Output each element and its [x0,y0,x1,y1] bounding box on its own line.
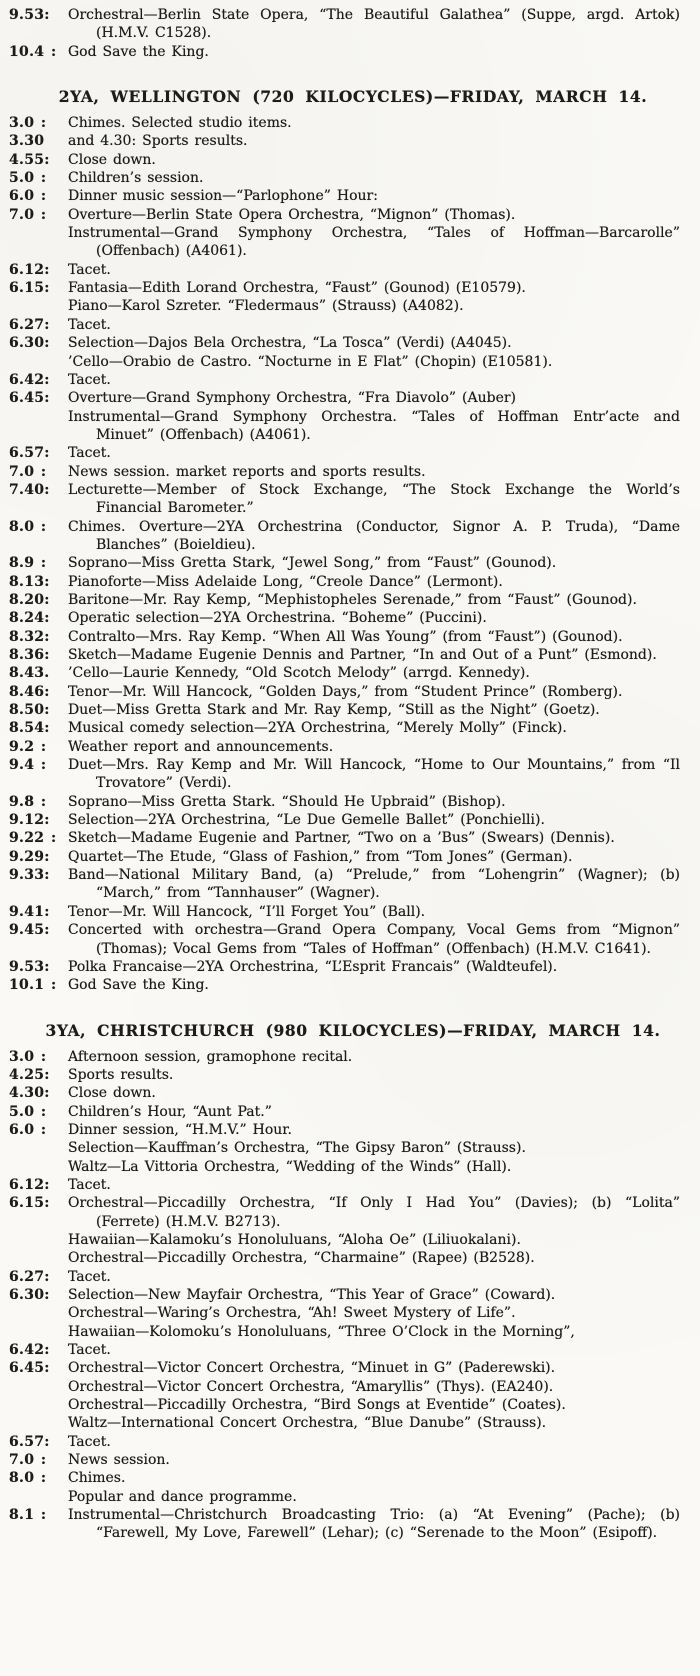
schedule-entry [4,609,680,627]
entry-time: 6.0 : [9,188,47,205]
schedule-entry [4,756,680,793]
entry-text: Tacet. [68,261,111,278]
schedule-entry [4,1158,680,1176]
schedule-entry [4,224,680,261]
entry-text: Orchestral—Piccadilly Orchestra, “Bird Songs at Eventide” (Coates). [68,1397,566,1414]
entry-text: Waltz—International Concert Orchestra, “Blue Danube” (Strauss). [68,1415,547,1432]
entry-time: 6.27: [9,316,50,333]
entry-text: Tenor—Mr. Will Hancock, “I’ll Forget You” (Ball). [68,903,426,920]
schedule-entry [4,389,680,407]
schedule-entry [4,811,680,829]
entry-text: Tacet. [68,371,111,388]
prelude-entries [4,6,680,61]
entry-text: Contralto—Mrs. Ray Kemp. “When All Was Young” (from “Faust”) (Gounod). [68,628,623,645]
schedule-entry [4,1048,680,1066]
entry-time: 6.0 : [9,1121,47,1138]
entry-text: Tenor—Mr. Will Hancock, “Golden Days,” from “Student Prince” (Romberg). [68,683,623,700]
entry-time: 6.15: [9,1195,50,1212]
entry-time: 9.2 : [9,738,47,755]
schedule-entry [4,1304,680,1322]
entry-text: Chimes. Overture—2YA Orchestrina (Conductor, Signor A. P. Truda), “Dame Blanches” (Boieldieu). [68,518,680,553]
entry-time: 5.0 : [9,1103,47,1120]
schedule-entry [4,371,680,389]
schedule-entry [4,976,680,994]
entry-text: Dinner music session—“Parlophone” Hour: [68,188,378,205]
schedule-entry [4,43,680,61]
entry-time: 6.12: [9,1176,50,1193]
entry-text: Chimes. Selected studio items. [68,115,292,132]
entry-text: Piano—Karol Szreter. “Fledermaus” (Strauss) (A4082). [68,298,464,315]
entry-time: 8.9 : [9,555,47,572]
entry-time: 8.24: [9,610,50,627]
schedule-entry [4,848,680,866]
schedule-entry [4,1433,680,1451]
schedule-entry [4,1414,680,1432]
entry-time: 9.53: [9,958,50,975]
entry-time: 9.33: [9,867,50,884]
entry-text: Tacet. [68,1268,111,1285]
entry-time: 9.8 : [9,793,47,810]
entry-text: Soprano—Miss Gretta Stark, “Jewel Song,” from “Faust” (Gounod). [68,555,557,572]
entry-text: Duet—Miss Gretta Stark and Mr. Ray Kemp, “Still as the Night” (Goetz). [68,702,600,719]
entry-time: 6.27: [9,1268,50,1285]
entry-text: Baritone—Mr. Ray Kemp, “Mephistopheles Serenade,” from “Faust” (Gounod). [68,591,637,608]
entry-time: 9.22 : [9,830,57,847]
entry-text: Sketch—Madame Eugenie Dennis and Partner, “In and Out of a Punt” (Esmond). [68,647,657,663]
schedule-entry [4,573,680,591]
entry-text: Fantasia—Edith Lorand Orchestra, “Faust” (Gounod) (E10579). [68,280,526,297]
entry-text: Selection—2YA Orchestrina, “Le Due Gemelle Ballet” (Ponchielli). [68,812,545,829]
entry-time: 9.12: [9,812,50,829]
entry-text: Pianoforte—Miss Adelaide Long, “Creole Dance” (Lermont). [68,573,503,590]
section-title: 2YA, WELLINGTON (720 KILOCYCLES)—FRIDAY, MARCH 14. [58,87,648,107]
entry-time: 3.0 : [9,115,47,132]
schedule-entry [4,829,680,847]
entry-text: Instrumental—Grand Symphony Orchestra, “Tales of Hoffman—Barcarolle” (Offenbach) (A4061). [68,225,680,260]
entry-time: 3.0 : [9,1048,47,1065]
entry-text: Operatic selection—2YA Orchestrina. “Boheme” (Puccini). [68,610,487,627]
entry-time: 9.41: [9,903,50,920]
entry-text: Close down. [68,1085,156,1102]
entry-text: Waltz—La Vittoria Orchestra, “Wedding of the Winds” (Hall). [68,1158,512,1175]
entry-time: 4.55: [9,151,50,168]
schedule-entry [4,279,680,297]
schedule-entry [4,921,680,958]
entry-text: Popular and dance programme. [68,1488,297,1505]
entry-time: 9.4 : [9,757,47,774]
schedule-entry [4,1231,680,1249]
entry-text: Afternoon session, gramophone recital. [68,1048,353,1065]
entry-text: Band—National Military Band, (a) “Prelude,” from “Lohengrin” (Wagner); (b) “March,” from “Tannhauser” (Wagner). [68,867,680,902]
schedule-entry [4,1396,680,1414]
entry-time: 8.0 : [9,1470,47,1487]
entry-text: Orchestral—Victor Concert Orchestra, “Amaryllis” (Thys). (EA240). [68,1378,554,1395]
entry-time: 8.36: [9,647,50,663]
entry-text: Orchestral—Waring’s Orchestra, “Ah! Sweet Mystery of Life”. [68,1305,516,1322]
entry-text: Selection—Kauffman’s Orchestra, “The Gipsy Baron” (Strauss). [68,1140,526,1157]
entry-text: Hawaiian—Kalamoku’s Honoluluans, “Aloha Oe” (Liliuokalani). [68,1231,521,1248]
entry-time: 7.40: [9,481,50,498]
schedule-entry [4,261,680,279]
entry-text: ’Cello—Laurie Kennedy, “Old Scotch Melody” (arrgd. Kennedy). [68,665,530,682]
schedule-entry [4,132,680,150]
schedule-entry [4,169,680,187]
entry-time: 7.0 : [9,206,47,223]
entry-time: 6.15: [9,280,50,297]
schedule-entry [4,1469,680,1487]
schedule-entry [4,1488,680,1506]
entry-text: Musical comedy selection—2YA Orchestrina, “Merely Molly” (Finck). [68,720,567,737]
entry-text: Tacet. [68,1342,111,1359]
entry-time: 8.50: [9,702,50,719]
schedule-entry [4,646,680,664]
entry-text: Quartet—The Etude, “Glass of Fashion,” from “Tom Jones” (German). [68,848,573,865]
schedule-entry [4,316,680,334]
schedule-entry [4,958,680,976]
entry-text: News session. [68,1452,170,1469]
entry-text: Chimes. [68,1470,126,1487]
entry-time: 10.1 : [9,977,57,994]
entry-text: Overture—Berlin State Opera Orchestra, “Mignon” (Thomas). [68,206,516,223]
entry-time: 8.32: [9,628,50,645]
entry-text: Orchestral—Berlin State Opera, “The Beautiful Galathea” (Suppe, argd. Artok) (H.M.V. C1528). [68,7,680,42]
schedule-entry [4,206,680,224]
entry-time: 8.1 : [9,1507,47,1524]
entry-text: Children’s Hour, “Aunt Pat.” [68,1103,272,1120]
entry-text: Selection—New Mayfair Orchestra, “This Year of Grace” (Coward). [68,1287,556,1303]
entry-text: Hawaiian—Kolomoku’s Honoluluans, “Three O’Clock in the Morning”, [68,1323,575,1340]
entry-time: 6.45: [9,390,50,407]
entry-time: 8.54: [9,720,50,737]
entry-text: and 4.30: Sports results. [68,133,248,150]
entry-time: 6.30: [9,1287,50,1303]
schedule-entry [4,1323,680,1341]
entry-time: 6.57: [9,1433,50,1450]
entry-text: Tacet. [68,1176,111,1193]
entry-time: 6.45: [9,1360,50,1377]
schedule-entry [4,151,680,169]
schedule-entry [4,1103,680,1121]
entry-time: 8.13: [9,573,50,590]
entry-text: Instrumental—Christchurch Broadcasting Trio: (a) “At Evening” (Pache); (b) “Farewell, My Love, Farewell” (Lehar); (c) “Serenade to the Moon” (Esipoff). [68,1507,680,1542]
schedule-entry [4,1084,680,1102]
schedule-entry [4,1341,680,1359]
entry-time: 3.30 [9,133,45,150]
entry-text: Weather report and announcements. [68,738,334,755]
schedule-entry [4,1506,680,1543]
schedule-entry [4,1121,680,1139]
schedule-entry [4,1378,680,1396]
entry-text: Selection—Dajos Bela Orchestra, “La Tosca” (Verdi) (A4045). [68,335,512,352]
entry-text: Sketch—Madame Eugenie and Partner, “Two on a ’Bus” (Swears) (Dennis). [68,830,615,847]
schedule-entry [4,114,680,132]
entry-text: Concerted with orchestra—Grand Opera Company, Vocal Gems from “Mignon” (Thomas); Vocal Gems from “Tales of Hoffman” (Offenbach) (H.M.V. C1641). [68,922,680,957]
entry-time: 9.29: [9,848,50,865]
schedule-entry [4,334,680,352]
entry-text: Orchestral—Piccadilly Orchestra, “If Only I Had You” (Davies); (b) “Lolita” (Ferrete) (H.M.V. B2713). [68,1195,680,1230]
schedule-entry [4,1139,680,1157]
entry-text: Lecturette—Member of Stock Exchange, “The Stock Exchange the World’s Financial Barometer.” [68,481,680,517]
schedule-entry [4,554,680,572]
schedule-entry [4,1176,680,1194]
schedule-entry [4,1194,680,1231]
entry-time: 6.12: [9,261,50,278]
entry-text: Dinner session, “H.M.V.” Hour. [68,1121,292,1138]
entry-text: Orchestral—Piccadilly Orchestra, “Charmaine” (Rapee) (B2528). [68,1250,535,1267]
schedule-entry [4,1359,680,1377]
entry-time: 6.30: [9,335,50,352]
entry-text: ’Cello—Orabio de Castro. “Nocturne in E Flat” (Chopin) (E10581). [68,353,553,370]
schedule-entry [4,463,680,481]
entry-time: 8.0 : [9,518,47,535]
schedule-entry [4,1286,680,1304]
entry-time: 7.0 : [9,1452,47,1469]
schedule-entry [4,6,680,43]
entry-time: 9.53: [9,7,50,23]
schedule-entry [4,738,680,756]
station-sections [4,87,680,1543]
entry-text: Close down. [68,151,156,168]
entry-text: Tacet. [68,316,111,333]
schedule-entry [4,701,680,719]
schedule-entry [4,444,680,462]
schedule-entry [4,591,680,609]
entry-text: Polka Francaise—2YA Orchestrina, “L’Esprit Francais” (Waldteufel). [68,958,558,975]
schedule-entry [4,1268,680,1286]
entry-text: Duet—Mrs. Ray Kemp and Mr. Will Hancock, “Home to Our Mountains,” from “Il Trovatore” (Verdi). [68,757,680,792]
section-title: 3YA, CHRISTCHURCH (980 KILOCYCLES)—FRIDAY, MARCH 14. [45,1020,661,1040]
schedule-entry [4,353,680,371]
schedule-entry [4,664,680,682]
entry-time: 4.25: [9,1066,50,1083]
schedule-entry [4,481,680,518]
entry-time: 6.57: [9,445,50,462]
entry-time: 8.20: [9,591,50,608]
schedule-entry [4,518,680,555]
entry-time: 7.0 : [9,463,47,480]
schedule-entry [4,1451,680,1469]
entry-time: 4.30: [9,1085,50,1102]
entry-text: Tacet. [68,1433,111,1450]
schedule-entry [4,683,680,701]
entry-time: 9.45: [9,922,50,939]
entry-text: Soprano—Miss Gretta Stark. “Should He Upbraid” (Bishop). [68,793,506,810]
entry-text: Tacet. [68,445,111,462]
entry-text: Children’s session. [68,170,204,187]
schedule-entry [4,719,680,737]
entry-time: 10.4 : [9,43,57,60]
schedule-entry [4,866,680,903]
schedule-entry [4,793,680,811]
entry-text: God Save the King. [68,43,209,60]
entry-text: Orchestral—Victor Concert Orchestra, “Minuet in G” (Paderewski). [68,1360,556,1377]
schedule-entry [4,297,680,315]
schedule-entry [4,187,680,205]
schedule-entry [4,1249,680,1267]
schedule-entry [4,903,680,921]
entry-text: News session. market reports and sports results. [68,463,426,480]
entry-text: Instrumental—Grand Symphony Orchestra. “Tales of Hoffman Entr’acte and Minuet” (Offenbach) (A4061). [68,408,680,443]
schedule-entry [4,408,680,445]
entry-time: 6.42: [9,1342,50,1359]
entry-time: 8.43. [9,665,50,682]
entry-time: 5.0 : [9,170,47,187]
entry-text: Overture—Grand Symphony Orchestra, “Fra Diavolo” (Auber) [68,390,517,407]
schedule-entry [4,1066,680,1084]
entry-text: God Save the King. [68,977,209,994]
entry-time: 8.46: [9,683,50,700]
entry-text: Sports results. [68,1066,174,1083]
schedule-entry [4,628,680,646]
entry-time: 6.42: [9,371,50,388]
